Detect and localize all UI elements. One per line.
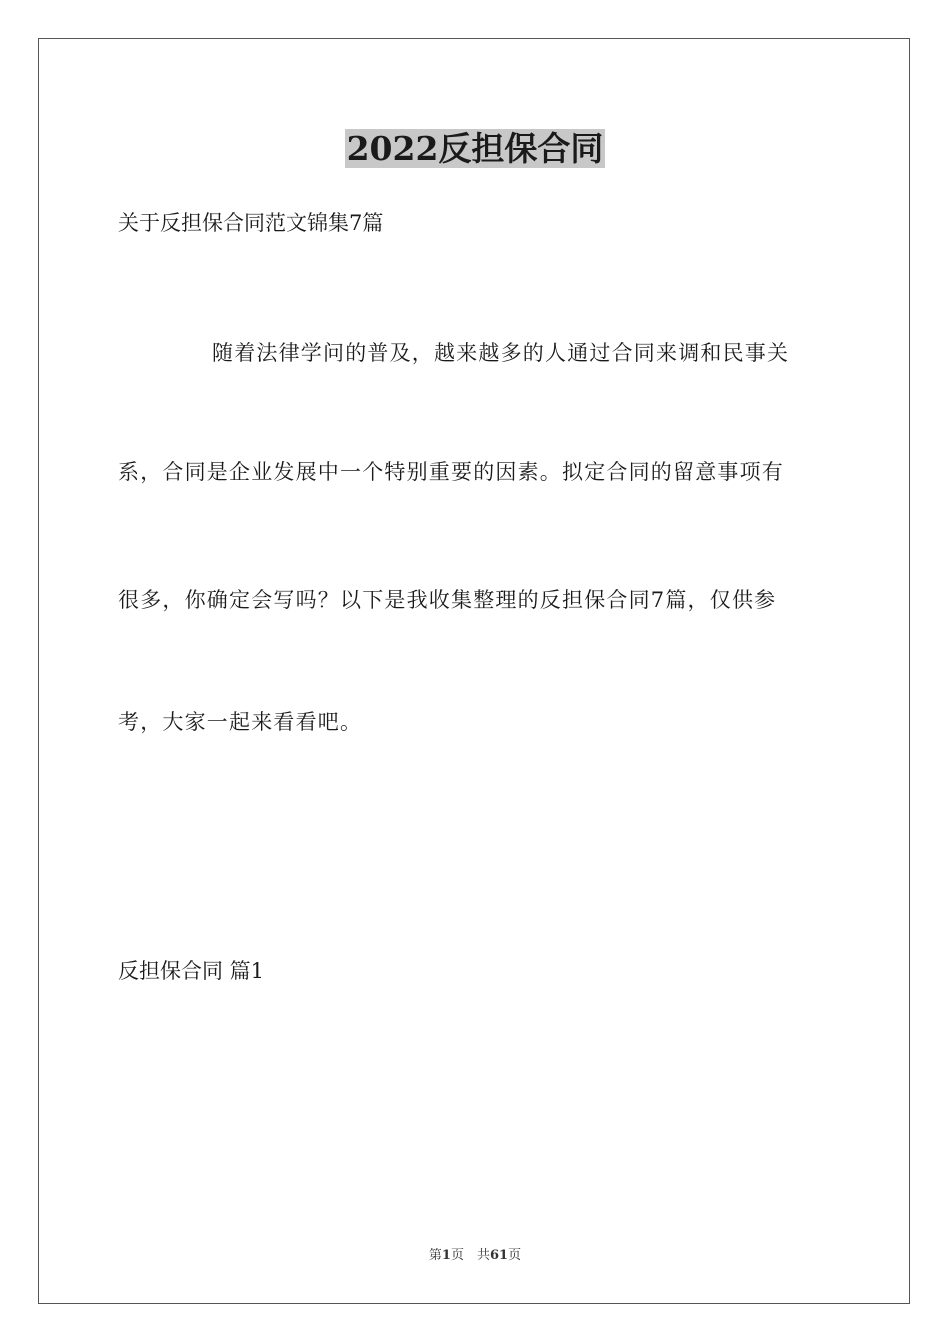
intro-paragraph-line: 系，合同是企业发展中一个特别重要的因素。拟定合同的留意事项有 (118, 460, 784, 484)
footer-suffix: 页 (508, 1248, 522, 1263)
section-heading: 反担保合同 篇1 (118, 959, 265, 983)
intro-paragraph-line: 随着法律学问的普及，越来越多的人通过合同来调和民事关 (212, 341, 790, 365)
intro-paragraph-line: 很多，你确定会写吗？以下是我收集整理的反担保合同7篇，仅供参 (118, 588, 777, 612)
intro-paragraph-line: 考，大家一起来看看吧。 (118, 710, 363, 734)
footer-prefix: 第 (428, 1248, 442, 1263)
document-title (0, 127, 950, 171)
total-page-count: 61 (489, 1248, 509, 1263)
page-footer (0, 1246, 950, 1266)
document-subtitle: 关于反担保合同范文锦集7篇 (118, 211, 384, 235)
footer-mid: 页 共 (450, 1248, 490, 1263)
title-text: 2022反担保合同 (346, 129, 604, 168)
current-page-number: 1 (441, 1248, 451, 1263)
